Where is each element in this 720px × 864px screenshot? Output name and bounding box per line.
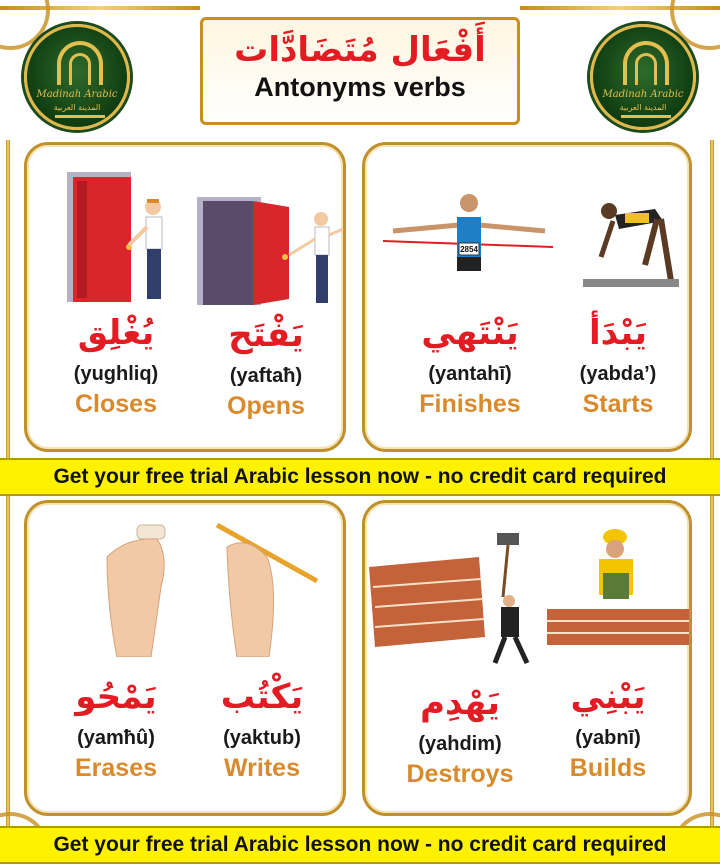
logo-brand-arabic: المدينة العربية	[53, 103, 101, 112]
sprinter-arm	[601, 221, 613, 257]
arabic-word: يَفْتَح	[228, 315, 304, 355]
arch-icon	[69, 53, 91, 85]
hand-left	[107, 539, 164, 657]
english-meaning: Builds	[569, 754, 647, 782]
man-arm	[129, 227, 147, 245]
worker-leg	[495, 637, 505, 663]
door-panel-open	[253, 201, 289, 305]
english-meaning: Opens	[227, 392, 305, 420]
banner-text: Get your free trial Arabic lesson now - no credit card required	[53, 465, 667, 488]
arabic-word: يَبْدَأ	[589, 313, 647, 353]
transliteration: (yughliq)	[73, 363, 159, 385]
english-meaning: Closes	[75, 390, 157, 418]
card-closes-opens	[24, 142, 346, 452]
english-meaning: Writes	[224, 754, 300, 782]
door-opening-dark	[203, 201, 253, 305]
door-opening-illustration	[197, 195, 347, 307]
english-meaning: Erases	[74, 754, 158, 782]
card-finishes-starts	[362, 142, 692, 452]
banner-text: Get your free trial Arabic lesson now - no credit card required	[53, 833, 667, 856]
man-shirt	[315, 227, 329, 255]
arch-icon	[635, 53, 657, 85]
bricklayer-illustration	[543, 523, 693, 653]
word-closes	[41, 309, 191, 419]
word-destroys	[385, 679, 535, 789]
man-shirt	[146, 217, 162, 249]
door-closing-illustration	[67, 167, 177, 307]
brick-wall	[547, 609, 689, 645]
title-arabic: أَفْعَال مُتَضَادَّات	[234, 30, 486, 70]
madinah-arabic-logo-left[interactable]	[24, 24, 130, 130]
word-opens	[191, 311, 341, 421]
pillars-icon	[55, 115, 105, 125]
sledgehammer-handle	[503, 545, 508, 597]
title-english: Antonyms verbs	[254, 72, 466, 102]
man-head	[314, 212, 328, 226]
english-meaning: Finishes	[419, 390, 521, 418]
transliteration: (yabda’)	[579, 363, 657, 385]
transliteration: (yamħû)	[77, 727, 155, 749]
hand-writing-illustration	[207, 517, 337, 657]
builder-overalls	[603, 573, 629, 599]
man-trousers	[316, 255, 328, 303]
arabic-word: يُغْلِق	[77, 313, 155, 353]
word-writes	[187, 673, 337, 783]
transliteration: (yaktub)	[223, 727, 301, 749]
sledgehammer-head	[497, 533, 519, 545]
transliteration: (yabnī)	[575, 727, 641, 749]
free-trial-banner[interactable]	[0, 458, 720, 496]
arabic-word: يَهْدِم	[420, 683, 500, 723]
sprinter-stripe	[625, 213, 649, 223]
logo-brand-arabic: المدينة العربية	[619, 103, 667, 112]
race-bib-number: 2854	[460, 245, 478, 254]
title-box	[200, 17, 520, 125]
builder-head	[606, 540, 624, 558]
man-hair	[147, 199, 159, 203]
word-finishes	[395, 309, 545, 419]
eraser	[137, 525, 165, 539]
sprinter-head	[601, 203, 617, 219]
logo-brand-text: Madinah Arabic	[602, 89, 684, 100]
wall-demolition-illustration	[369, 527, 539, 667]
runner-shorts	[457, 257, 481, 271]
madinah-arabic-logo-right[interactable]	[590, 24, 696, 130]
hand-erasing-illustration	[77, 517, 197, 657]
runner-head	[460, 194, 478, 212]
sprinter-leg	[661, 219, 671, 281]
transliteration: (yaftaħ)	[229, 365, 303, 387]
worker-leg	[515, 637, 527, 663]
man-arm	[289, 239, 315, 255]
hand-right	[227, 543, 274, 657]
worker-head	[503, 595, 515, 607]
word-starts	[543, 309, 693, 419]
english-meaning: Starts	[582, 390, 654, 418]
pillars-icon	[621, 115, 671, 125]
word-erases	[41, 673, 191, 783]
worker-suit	[501, 607, 519, 637]
card-destroys-builds	[362, 500, 692, 816]
sprinter-leg	[645, 219, 657, 265]
english-meaning: Destroys	[406, 760, 514, 788]
runner-arm	[479, 225, 545, 231]
brick-wall	[369, 557, 485, 647]
free-trial-banner-bottom[interactable]	[0, 826, 720, 864]
runner-arm	[393, 225, 459, 231]
arabic-word: يَنْتَهي	[421, 313, 519, 353]
door-handle	[282, 254, 288, 260]
runner-starting-illustration	[575, 195, 685, 295]
transliteration: (yantahī)	[428, 363, 512, 385]
runner-finishing-illustration	[383, 191, 553, 301]
transliteration: (yahdim)	[418, 733, 502, 755]
card-erases-writes	[24, 500, 346, 816]
starting-block	[583, 279, 679, 287]
man-arm	[329, 229, 343, 235]
arabic-word: يَكْتُب	[220, 677, 304, 717]
word-builds	[533, 673, 683, 783]
arabic-word: يَمْحُو	[75, 677, 157, 717]
logo-brand-text: Madinah Arabic	[36, 89, 118, 100]
door-shadow	[77, 181, 87, 298]
arabic-word: يَبْنِي	[570, 677, 646, 717]
man-trousers	[147, 249, 161, 299]
